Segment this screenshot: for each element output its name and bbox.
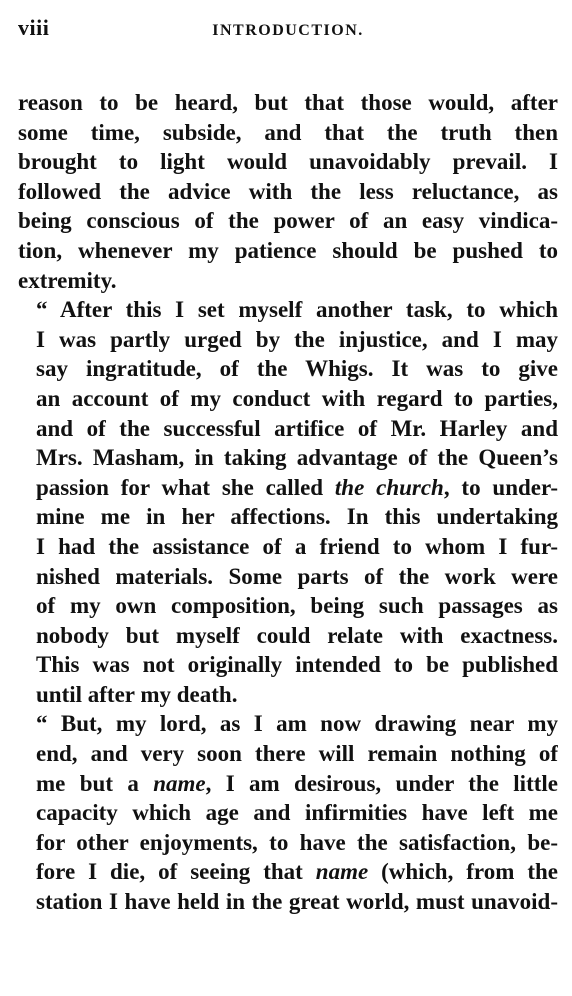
page-header — [18, 14, 558, 48]
text-line: I had the assistance of a friend to whom I fur- — [36, 533, 558, 559]
text-line: some time, subside, and that the truth then — [18, 119, 558, 145]
book-page — [18, 14, 558, 917]
paragraph-1 — [18, 88, 558, 295]
text-line: an account of my conduct with regard to parties, — [36, 385, 558, 411]
text-line: for other enjoyments, to have the satisfaction, be- — [36, 829, 558, 855]
text-line: reason to be heard, but that those would, after — [18, 90, 558, 115]
text-run: , I am desirous, under the little — [205, 770, 558, 796]
paragraph-3 — [18, 709, 558, 916]
text-run: , to under- — [443, 474, 558, 500]
body-text — [18, 88, 558, 917]
text-run: (which, from the — [368, 859, 558, 885]
text-line — [18, 857, 558, 887]
text-line: mine me in her affections. In this undertaking — [36, 504, 558, 530]
text-line: extremity. — [18, 267, 117, 293]
paragraph-2 — [18, 295, 558, 709]
page-number: viii — [18, 15, 50, 40]
text-line: of my own composition, being such passages as — [36, 593, 558, 619]
text-line: “ After this I set myself another task, to which — [36, 297, 558, 323]
text-line: This was not originally intended to be published — [36, 652, 558, 678]
text-line: say ingratitude, of the Whigs. It was to give — [36, 356, 558, 382]
text-line: and of the successful artifice of Mr. Harley and — [36, 415, 558, 441]
text-line: nished materials. Some parts of the work were — [36, 563, 558, 589]
italic-text: name — [153, 770, 206, 796]
text-line: being conscious of the power of an easy vindica- — [18, 208, 558, 234]
running-head: INTRODUCTION. — [212, 22, 364, 39]
text-run: me but a — [36, 770, 154, 796]
text-line: tion, whenever my patience should be pushed to — [18, 237, 558, 263]
text-line: end, and very soon there will remain nothing of — [36, 741, 558, 767]
text-line: Mrs. Masham, in taking advantage of the Queen’s — [36, 445, 558, 471]
text-run: fore I die, of seeing that — [36, 859, 316, 885]
text-line: I was partly urged by the injustice, and I may — [36, 326, 558, 352]
text-run: passion for what she called — [36, 474, 335, 500]
italic-text: the church — [334, 474, 444, 500]
text-line — [18, 769, 558, 799]
text-line: followed the advice with the less reluctance, as — [18, 178, 558, 204]
text-line: “ But, my lord, as I am now drawing near my — [36, 711, 558, 737]
text-line: station I have held in the great world, must unavoid- — [36, 889, 558, 915]
text-line: brought to light would unavoidably prevail. I — [18, 149, 558, 175]
text-line: until after my death. — [36, 681, 238, 707]
text-line: capacity which age and infirmities have left me — [36, 800, 558, 826]
italic-text: name — [315, 859, 369, 885]
text-line — [18, 473, 558, 503]
text-line: nobody but myself could relate with exactness. — [36, 622, 558, 648]
